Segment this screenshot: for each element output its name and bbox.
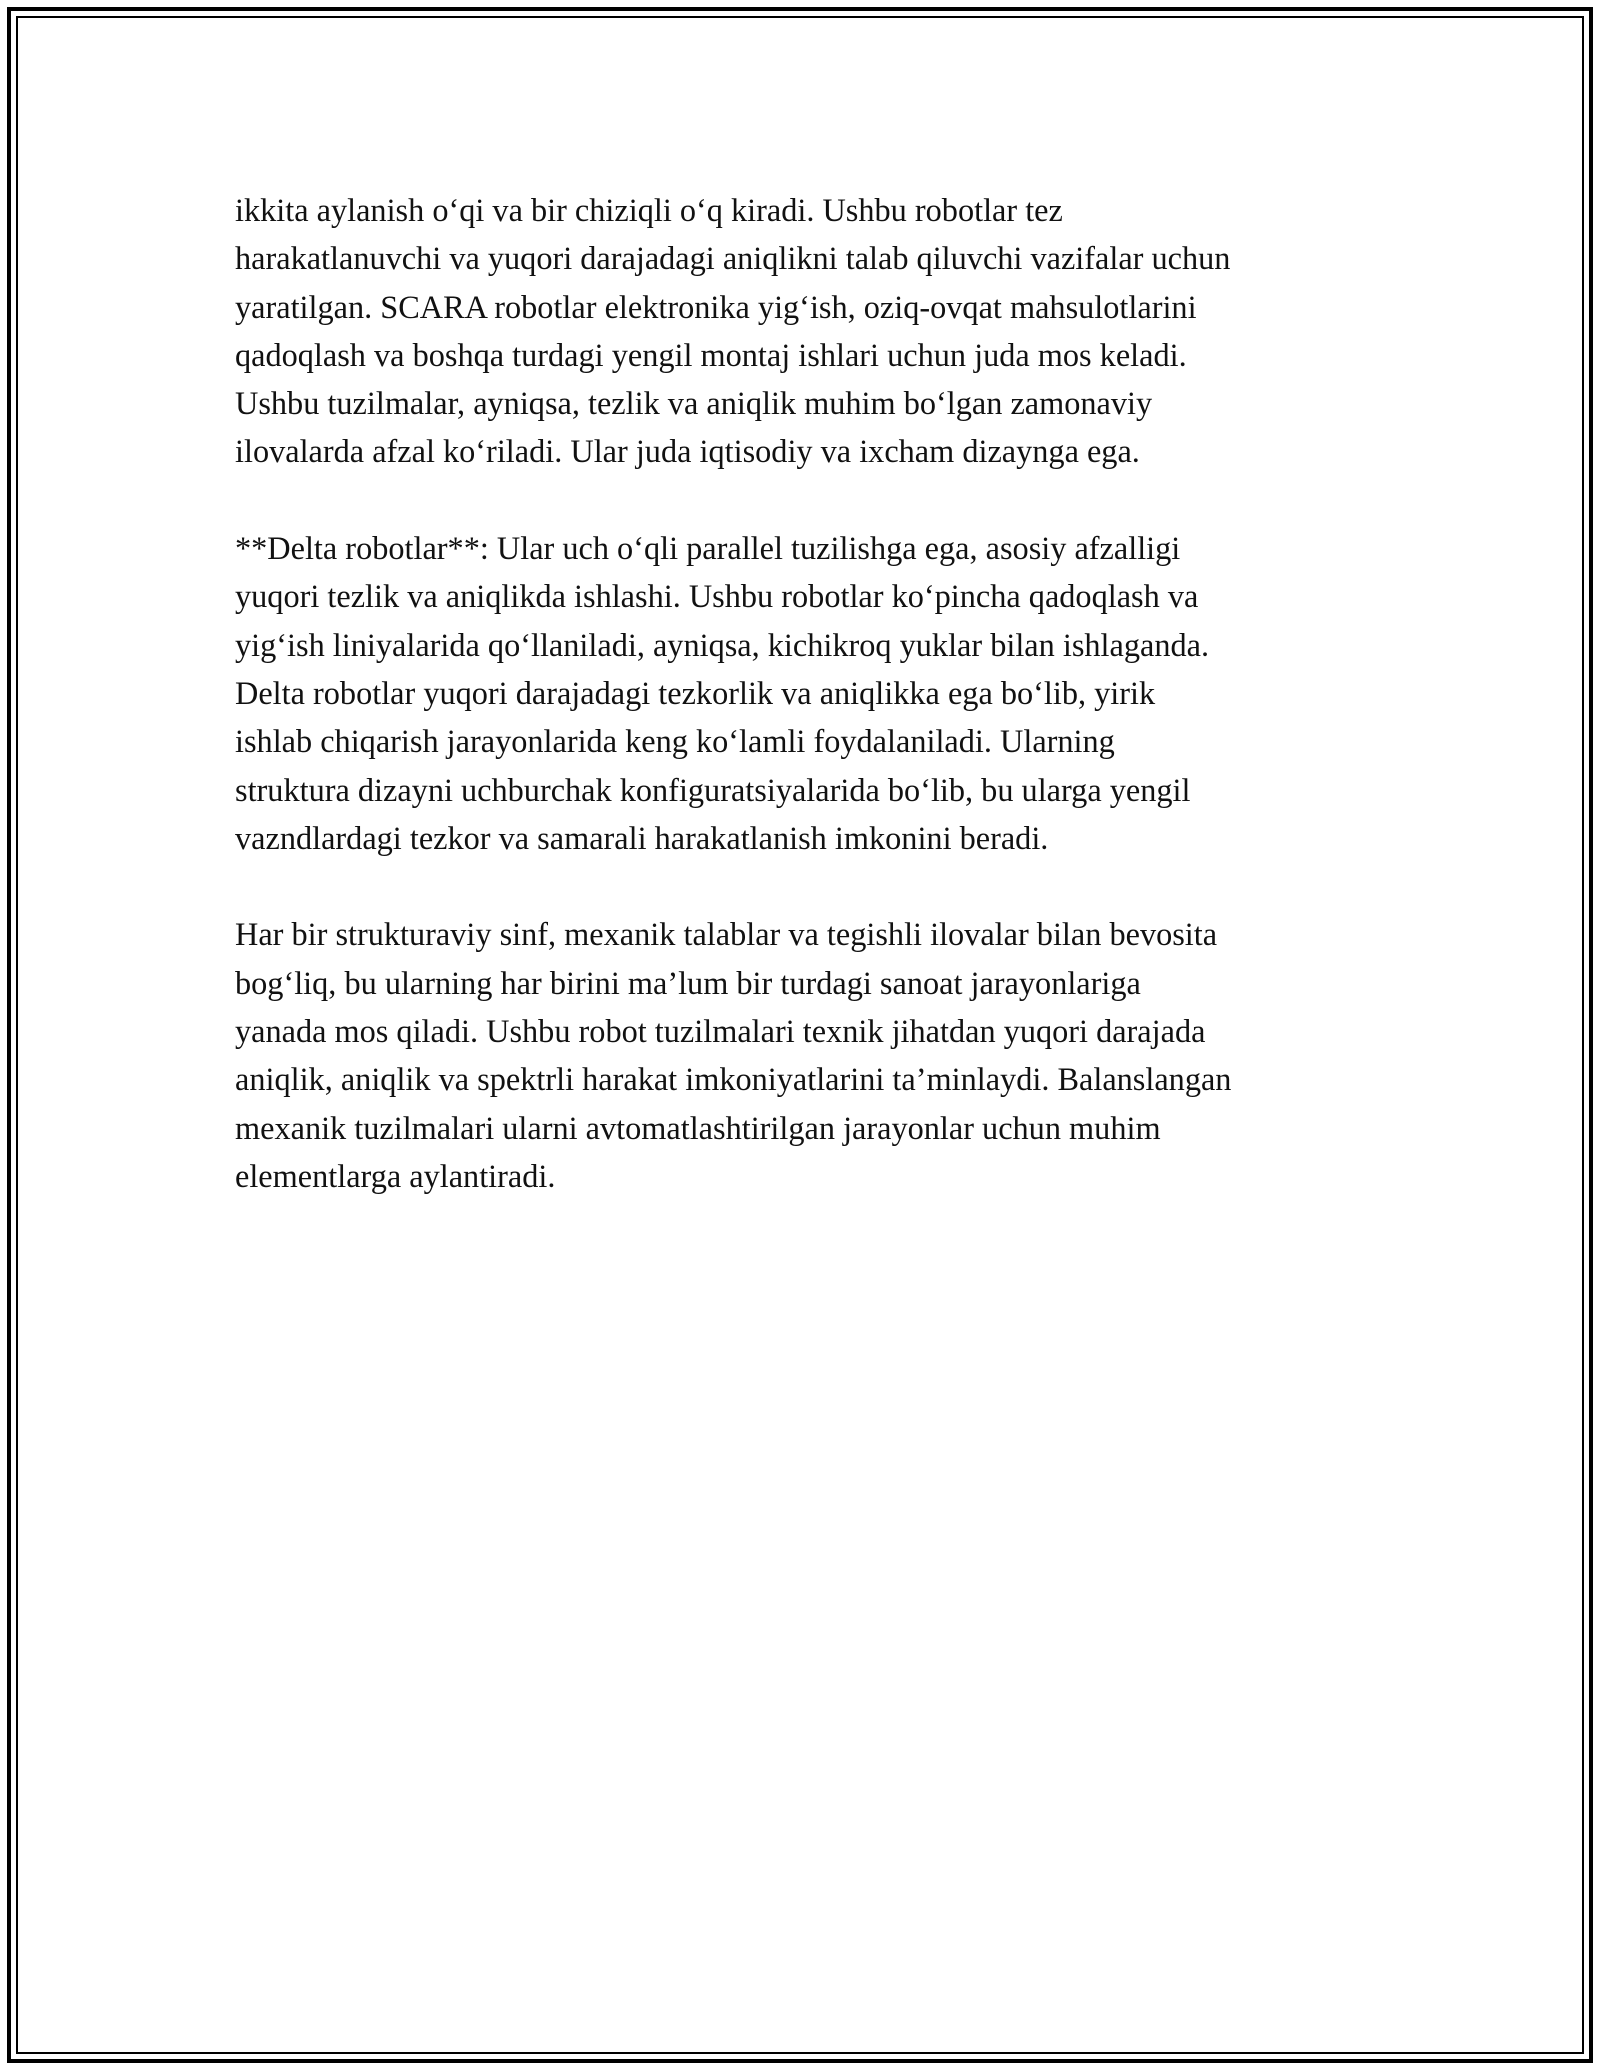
document-body <box>235 186 1385 1249</box>
paragraph-structural-classes: Har bir strukturaviy sinf, mexanik talablar va tegishli ilovalar bilan bevosita bog‘liq, bu ularning har birini ma’lum bir turdagi sanoat jarayonlariga yanada mos qiladi. Ushbu robot tuzilmalari texnik jihatdan yuqori darajada aniqlik, aniqlik va spektrli harakat imkoniyatlarini ta’minlaydi. Balanslangan mexanik tuzilmalari ularni avtomatlashtirilgan jarayonlar uchun muhim elementlarga aylantiradi. <box>235 916 1232 1194</box>
paragraph-delta-robots: **Delta robotlar**: Ular uch o‘qli parallel tuzilishga ega, asosiy afzalligi yuqori tezlik va aniqlikda ishlashi. Ushbu robotlar ko‘pincha qadoqlash va yig‘ish liniyalarida qo‘llaniladi, ayniqsa, kichikroq yuklar bilan ishlaganda. Delta robotlar yuqori darajadagi tezkorlik va aniqlikka ega bo‘lib, yirik ishlab chiqarish jarayonlarida keng ko‘lamli foydalaniladi. Ularning struktura dizayni uchburchak konfiguratsiyalarida bo‘lib, bu ularga yengil vazndlardagi tezkor va samarali harakatlanish imkonini beradi. <box>235 530 1210 856</box>
paragraph-scara: ikkita aylanish o‘qi va bir chiziqli o‘q kiradi. Ushbu robotlar tez harakatlanuvchi va yuqori darajadagi aniqlikni talab qiluvchi vazifalar uchun yaratilgan. SCARA robotlar elektronika yig‘ish, oziq-ovqat mahsulotlarini qadoqlash va boshqa turdagi yengil montaj ishlari uchun juda mos keladi. Ushbu tuzilmalar, ayniqsa, tezlik va aniqlik muhim bo‘lgan zamonaviy ilovalarda afzal ko‘riladi. Ular juda iqtisodiy va ixcham dizaynga ega. <box>235 192 1231 470</box>
